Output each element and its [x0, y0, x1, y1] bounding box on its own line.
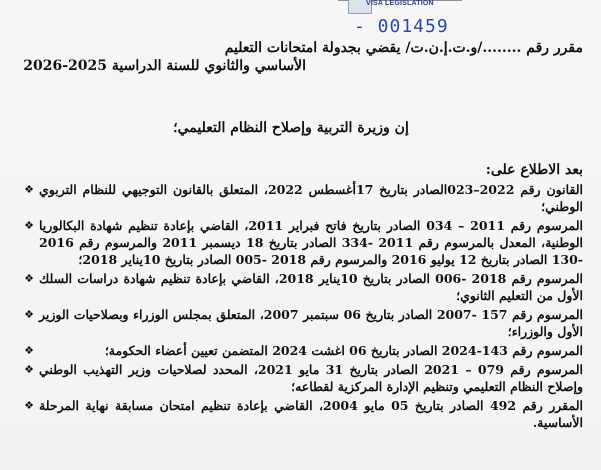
legal-reference-text: المرسوم رقم 157 -2007 الصادر بتاريخ 06 سبتمبر 2007، المتعلق بمجلس الوزراء وبصلاحيات الوزير الأول والوزراء؛: [39, 307, 584, 339]
legal-reference-text: المرسوم رقم 2011 – 034 الصادر بتاريخ فاتح فبراير 2011، القاضي بإعادة تنظيم شهادة البكالوريا الوطنية، المعدل بالمرسوم رقم 2011 -334 الصادر بتاريخ 18 ديسمبر 2011 والمرسوم رقم 2016 -130 الصادر بتاريخ 12 يوليو 2016 والمرسوم رقم 2018 -005 الصادر بتاريخ 10يناير 2018؛: [39, 218, 584, 267]
diamond-bullet-icon: ❖: [24, 219, 34, 232]
legal-reference-text: المرسوم رقم 2018 -006 الصادر بتاريخ 10يناير 2018، القاضي بإعادة تنظيم شهادة دراسات السلك الأول من التعليم الثانوي؛: [39, 271, 583, 303]
legal-reference-item: [23, 217, 583, 268]
diamond-bullet-icon: ❖: [24, 183, 34, 196]
diamond-bullet-icon: ❖: [24, 344, 34, 357]
legal-reference-text: المقرر رقم 492 الصادر بتاريخ 05 مايو 2004، القاضي بإعادة تنظيم امتحان مسابقة نهاية المرحلة الأساسية.: [39, 398, 583, 430]
legal-reference-item: [23, 306, 583, 340]
legal-reference-item: [23, 270, 583, 304]
legal-reference-text: القانون رقم 2022–023الصادر بتاريخ 17أغسطس 2022، المتعلق بالقانون التوجيهي للنظام التربوي الوطني؛: [39, 182, 583, 214]
legal-reference-item: [23, 397, 583, 431]
legal-reference-item: [23, 342, 583, 359]
decision-title-line-1: مقرر رقم ......../و.ت.إ.ن.ت/ يقضي بجدولة امتحانات التعليم: [224, 40, 583, 56]
legal-reference-item: [23, 361, 583, 395]
stamp-number: - 001459: [354, 16, 449, 37]
legal-reference-text: المرسوم رقم 143-2024 الصادر بتاريخ 06 اغشت 2024 المتضمن تعيين أعضاء الحكومة؛: [104, 343, 583, 358]
stamp-label: VISA LEGISLATION: [366, 0, 434, 7]
diamond-bullet-icon: ❖: [24, 363, 34, 376]
legal-reference-item: [23, 181, 583, 215]
diamond-bullet-icon: ❖: [24, 308, 34, 321]
decision-title-line-2: الأساسي والثانوي للسنة الدراسية 2025-2026: [23, 58, 306, 74]
legislation-stamp: [330, 0, 460, 44]
legal-reference-text: المرسوم رقم 079 – 2021 الصادر بتاريخ 31 مايو 2021، المحدد لصلاحيات وزير التهذيب الوطني وإصلاح النظام التعليمي وتنظيم الإدارة المركزية لقطاعه؛: [39, 362, 583, 394]
ministry-heading: إن وزيرة التربية وإصلاح النظام التعليمي؛: [173, 120, 409, 136]
diamond-bullet-icon: ❖: [24, 272, 34, 285]
diamond-bullet-icon: ❖: [24, 399, 34, 412]
legal-references-list: [23, 181, 583, 431]
review-heading: بعد الاطلاع على:: [485, 162, 583, 178]
